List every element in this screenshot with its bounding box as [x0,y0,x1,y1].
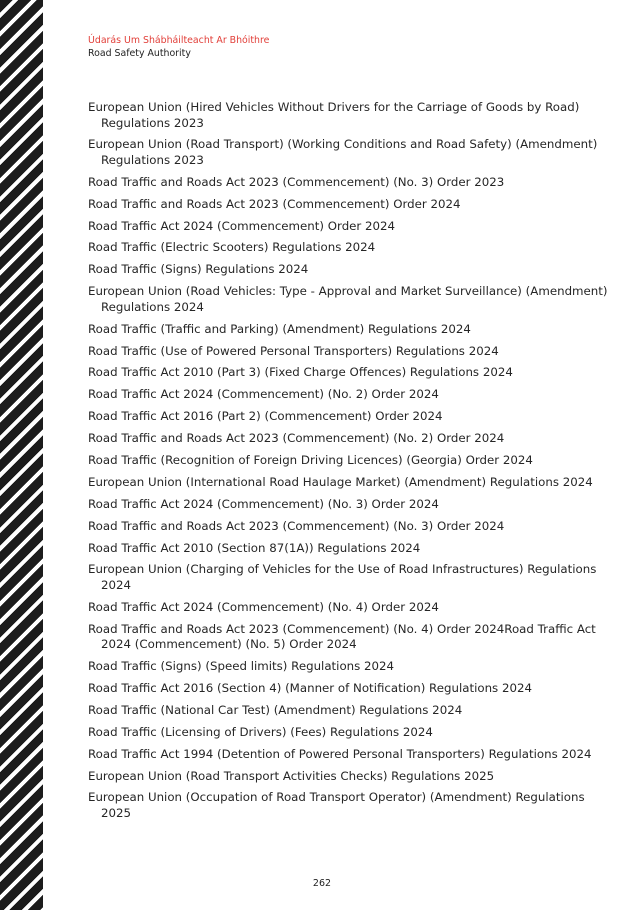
page-header [88,35,269,60]
decorative-stripe-bar [0,0,43,910]
legislation-item: Road Traffic (Signs) Regulations 2024 [88,262,309,277]
legislation-item: Road Traffic and Roads Act 2023 (Commencement) (No. 4) Order 2024Road Traffic Act 2024 (Commencement) (No. 5) Order 2024 [88,621,596,652]
legislation-item: Road Traffic (Signs) (Speed limits) Regulations 2024 [88,659,395,674]
legislation-item: Road Traffic Act 2016 (Part 2) (Commencement) Order 2024 [88,409,443,424]
legislation-item: Road Traffic (Use of Powered Personal Transporters) Regulations 2024 [88,343,499,358]
legislation-item: Road Traffic Act 2024 (Commencement) (No. 2) Order 2024 [88,387,439,402]
legislation-item: Road Traffic Act 1994 (Detention of Powered Personal Transporters) Regulations 2024 [88,746,592,761]
legislation-item: European Union (International Road Haulage Market) (Amendment) Regulations 2024 [88,474,593,489]
legislation-item: Road Traffic Act 2010 (Section 87(1A)) Regulations 2024 [88,540,421,555]
legislation-item: European Union (Road Vehicles: Type - Approval and Market Surveillance) (Amendment) Regulations 2024 [88,284,608,314]
authority-name-english: Road Safety Authority [88,48,191,59]
legislation-list [88,100,608,828]
legislation-item: Road Traffic (Recognition of Foreign Driving Licences) (Georgia) Order 2024 [88,452,533,467]
legislation-item: European Union (Hired Vehicles Without Drivers for the Carriage of Goods by Road) Regulations 2023 [88,100,580,130]
legislation-item: European Union (Road Transport) (Working Conditions and Road Safety) (Amendment) Regulations 2023 [88,137,598,167]
legislation-item: European Union (Charging of Vehicles for the Use of Road Infrastructures) Regulations 2024 [88,562,597,592]
legislation-item: Road Traffic Act 2016 (Section 4) (Manner of Notification) Regulations 2024 [88,680,532,695]
legislation-item: Road Traffic (National Car Test) (Amendment) Regulations 2024 [88,702,463,717]
legislation-item: European Union (Occupation of Road Transport Operator) (Amendment) Regulations 2025 [88,790,585,820]
legislation-item: Road Traffic and Roads Act 2023 (Commencement) Order 2024 [88,196,461,211]
legislation-item: Road Traffic and Roads Act 2023 (Commencement) (No. 2) Order 2024 [88,431,505,446]
legislation-item: Road Traffic Act 2024 (Commencement) Order 2024 [88,218,396,233]
legislation-item: Road Traffic (Licensing of Drivers) (Fees) Regulations 2024 [88,724,433,739]
legislation-item: Road Traffic (Electric Scooters) Regulations 2024 [88,240,376,255]
legislation-item: Road Traffic (Traffic and Parking) (Amendment) Regulations 2024 [88,321,471,336]
authority-name-irish: Údarás Um Shábháilteacht Ar Bhóithre [88,35,270,46]
legislation-item: Road Traffic Act 2024 (Commencement) (No. 4) Order 2024 [88,599,439,614]
page-number: 262 [312,878,332,889]
legislation-item: Road Traffic Act 2010 (Part 3) (Fixed Charge Offences) Regulations 2024 [88,365,513,380]
legislation-item: Road Traffic and Roads Act 2023 (Commencement) (No. 3) Order 2023 [88,174,505,189]
legislation-item: Road Traffic and Roads Act 2023 (Commencement) (No. 3) Order 2024 [88,518,505,533]
legislation-item: Road Traffic Act 2024 (Commencement) (No. 3) Order 2024 [88,496,439,511]
legislation-item: European Union (Road Transport Activities Checks) Regulations 2025 [88,768,495,783]
